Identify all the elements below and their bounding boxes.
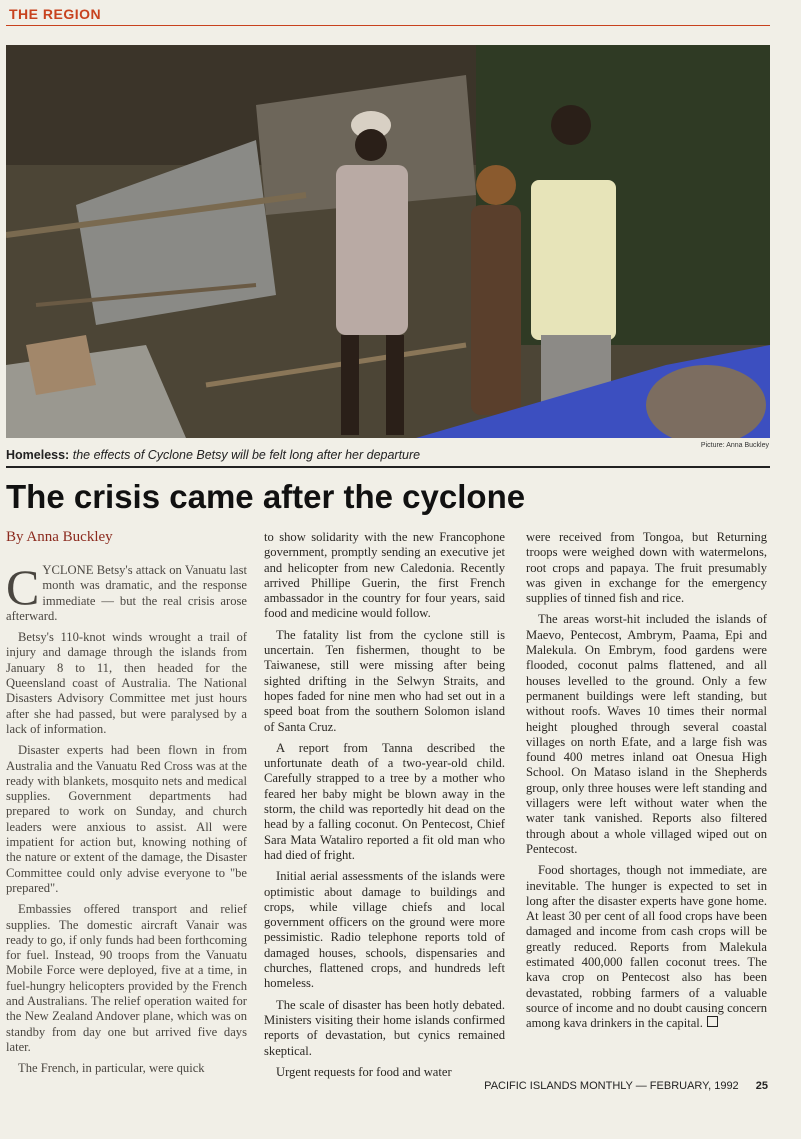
article-paragraph: Disaster experts had been flown in from Australia and the Vanuatu Red Cross was at the ready with blankets, mosquito nets and medical supplies. Government departments had prepared to work on Sunday, and church leaders were anxious to assist. All were impatient for action but, knowing nothing of the nature or extent of the damage, the Disaster Committee could only advise everyone to "be prepared". — [6, 743, 247, 895]
section-rule — [6, 25, 770, 26]
article-paragraph: Urgent requests for food and water — [276, 1064, 452, 1079]
caption-text: the effects of Cyclone Betsy will be felt long after her departure — [72, 448, 421, 462]
photo-illustration — [6, 45, 770, 438]
lede-text: YCLONE Betsy's attack on Vanuatu last month was dramatic, and the response immediate — but the real crisis arose afterward. — [6, 563, 247, 623]
article-paragraph: Betsy's 110-knot winds wrought a trail of injury and damage through the islands from January 8 to 11, then headed for the Queensland coast of Australia. The National Disasters Advisory Committee met just hours after she had passed, but were paralysed by a lack of information. — [6, 630, 247, 736]
photo-caption — [6, 448, 420, 462]
article-paragraph: were received from Tongoa, but Returning troops were weighed down with watermelons, root crops and papaya. The fruit presumably was given in exchange for the emergency supplies of tinned fish and rice. — [526, 530, 767, 606]
headline: The crisis came after the cyclone — [6, 478, 526, 515]
article-column-2 — [264, 530, 505, 1080]
page-footer — [484, 1080, 768, 1092]
photo-credit: Picture: Anna Buckley — [700, 442, 769, 449]
article-column-1 — [6, 559, 247, 1077]
section-label: THE REGION — [9, 6, 102, 22]
caption-lead: Homeless: — [6, 448, 70, 462]
drop-cap: C — [6, 559, 40, 615]
article-paragraph: to show solidarity with the new Francophone government, promptly sending an executive jet and helicopter from new Caledonia. Recently arrived Phillipe Guerin, the first French ambassador in the country for four years, said food and medicine would follow. — [264, 530, 505, 621]
article-column-3 — [526, 530, 767, 1032]
closing-paragraph-text: Food shortages, though not immediate, are inevitable. The hunger is expected to set in long after the disaster experts have gone home. At least 30 per cent of all food crops have been damaged and income from cash crops will be greatly reduced. Reports from Malekula estimated 400,000 fallen coconut trees. The kava crop on Pentecost also has been devastated, robbing farmers of a valuable source of income and no doubt causing concern among kava drinkers in the capital. — [526, 863, 767, 1031]
page-number: 25 — [755, 1080, 768, 1092]
cyclone-damage-photo — [6, 45, 770, 438]
article-paragraph: The French, in particular, were quick — [18, 1061, 205, 1076]
byline: By Anna Buckley — [6, 529, 113, 545]
article-paragraph: The areas worst-hit included the islands of Maevo, Pentecost, Ambrym, Paama, Epi and Malekula. On Embrym, food gardens were flooded, coconut palms flattened, and all houses levelled to the ground. Only a few permanent buildings were left standing, but without roofs. Waves 10 times their normal height ploughed through several coastal villages on north Efate, and a large fish was found 400 metres inland oat Onesua High School. On Mataso island in the Shepherds group, only three houses were left standing and villagers were left without water when the water tank vanished. Reports also filtered through about a whole villaged wiped out on Pentecost. — [526, 612, 767, 856]
publication-info: PACIFIC ISLANDS MONTHLY — FEBRUARY, 1992 — [484, 1080, 739, 1092]
article-paragraph: A report from Tanna described the unfortunate death of a two-year-old child. Carefully strapped to a tree by a mother who feared her baby might be blown away in the storm, the child was reportedly hit dead on the head by a falling coconut. On Pentecost, Chief Sara Mata Wataliro reported a fit old man who had died of fright. — [264, 740, 505, 862]
caption-rule — [6, 466, 770, 468]
article-paragraph: Embassies offered transport and relief supplies. The domestic aircraft Vanair was ready to go, if only funds had been forthcoming for fuel. Instead, 90 troops from the Vanuatu Mobile Force were deployed, five at a time, in fuel-hungry helicopters provided by the French and Australians. The relief operation waited for the New Zealand Andover plane, which was on standby from day one but arrived five days later. — [6, 902, 247, 1054]
article-paragraph — [6, 559, 247, 624]
article-paragraph: The scale of disaster has been hotly debated. Ministers visiting their home islands confirmed reports of devastation, but cynics remained skeptical. — [264, 997, 505, 1058]
article-paragraph: Initial aerial assessments of the islands were optimistic about damage to buildings and crops, while village chiefs and local government officers on the ground were more pessimistic. Radio telephone reports told of damaged houses, schools, dispensaries and churches, flattened crops, and hundreds left homeless. — [264, 869, 505, 991]
article-paragraph: The fatality list from the cyclone still is uncertain. Ten fishermen, thought to be Taiwanese, still were missing after being sighted drifting in the Selwyn Straits, and hopes faded for nine men who had set out in a speed boat from the southern Solomon island of Santa Cruz. — [264, 627, 505, 734]
article-paragraph — [526, 863, 767, 1031]
end-mark-icon — [707, 1016, 718, 1027]
